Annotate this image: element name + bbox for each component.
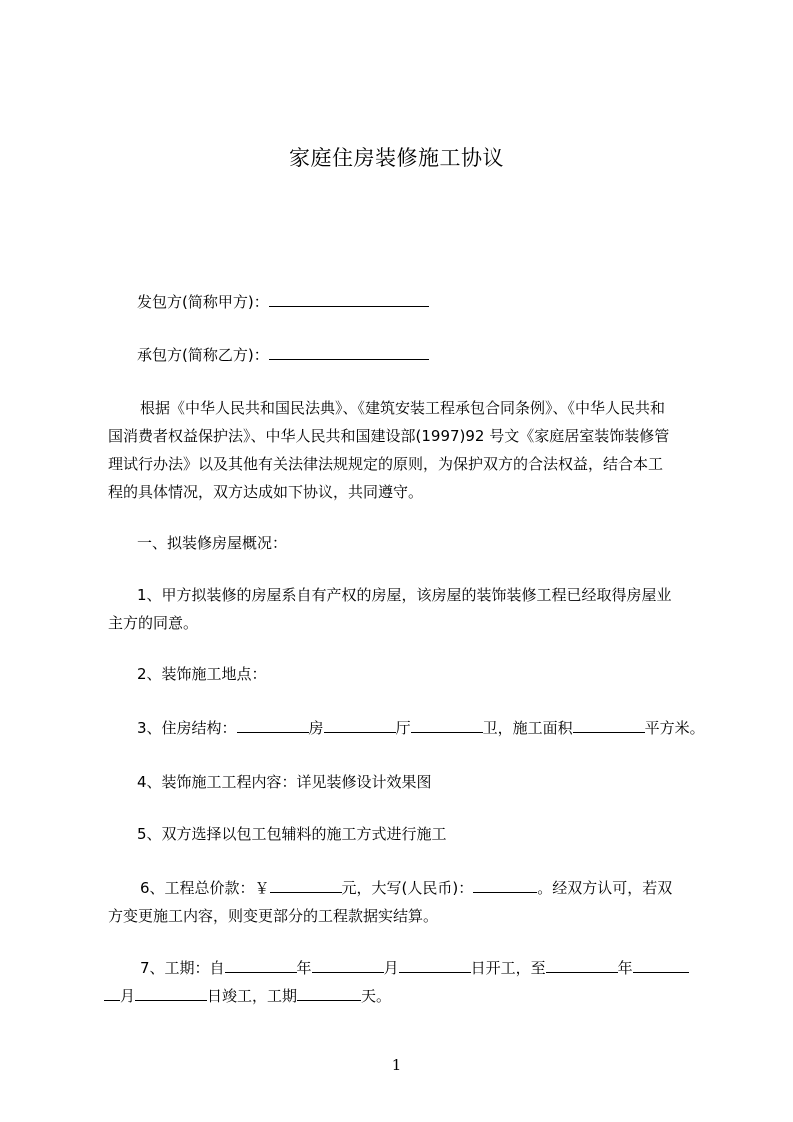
item6-line-1 [140, 878, 672, 898]
item2-line: 2、装饰施工地点： [137, 665, 267, 683]
party-b-label: 承包方(简称乙方)： [137, 346, 269, 364]
price-words-blank [473, 878, 537, 893]
party-a-blank [269, 292, 429, 307]
end-month-blank-end [104, 986, 120, 1001]
item7-year: 年 [296, 959, 312, 977]
item1-line-2: 主方的同意。 [108, 614, 199, 632]
item3-prefix: 3、住房结构： [137, 719, 237, 737]
party-a-line [137, 292, 429, 312]
start-month-blank [312, 958, 384, 973]
item3-bath: 卫，施工面积 [482, 719, 573, 737]
page-number: 1 [391, 1056, 402, 1074]
item7-month: 月 [383, 959, 399, 977]
item7-month2: 月 [120, 987, 136, 1005]
item6-suffix: 。经双方认可，若双 [537, 879, 673, 897]
item5-line: 5、双方选择以包工包辅料的施工方式进行施工 [137, 825, 447, 843]
item7-line-1 [140, 958, 689, 978]
price-blank [270, 878, 342, 893]
item6-prefix: 6、工程总价款：￥ [140, 879, 270, 897]
item3-unit: 平方米。 [644, 719, 705, 737]
intro-line-3: 理试行办法》以及其他有关法律法规规定的原则，为保护双方的合法权益，结合本工 [108, 455, 664, 473]
area-blank [573, 718, 645, 733]
room-blank [237, 718, 309, 733]
item1-line-1: 1、甲方拟装修的房屋系自有产权的房屋，该房屋的装饰装修工程已经取得房屋业 [137, 586, 672, 604]
document-title: 家庭住房装修施工协议 [289, 146, 504, 170]
item3-line [137, 718, 705, 738]
party-b-line [137, 345, 429, 365]
start-day-blank [399, 958, 471, 973]
item7-start: 日开工，至 [470, 959, 546, 977]
hall-blank [324, 718, 396, 733]
item7-line-2 [104, 986, 391, 1006]
item6-mid: 元，大写(人民币)： [341, 879, 474, 897]
party-b-blank [269, 345, 429, 360]
intro-line-4: 程的具体情况，双方达成如下协议，共同遵守。 [108, 483, 424, 501]
party-a-label: 发包方(简称甲方)： [137, 293, 269, 311]
end-month-blank-start [633, 958, 689, 973]
item6-line-2: 方变更施工内容，则变更部分的工程款据实结算。 [108, 907, 439, 925]
item7-finish: 日竣工，工期 [207, 987, 298, 1005]
bath-blank [411, 718, 483, 733]
item4-line: 4、装饰施工工程内容：详见装修设计效果图 [137, 773, 432, 791]
end-year-blank [546, 958, 618, 973]
end-day-blank [135, 986, 207, 1001]
item7-prefix: 7、工期：自 [140, 959, 225, 977]
item7-days: 天。 [361, 987, 392, 1005]
start-year-blank [225, 958, 297, 973]
item3-room: 房 [308, 719, 324, 737]
duration-blank [297, 986, 361, 1001]
section1-heading: 一、拟装修房屋概况： [137, 534, 288, 552]
item7-year2: 年 [617, 959, 633, 977]
intro-line-2: 国消费者权益保护法》、中华人民共和国建设部(1997)92 号文《家庭居室装饰装修管 [108, 427, 670, 445]
intro-line-1: 根据《中华人民共和国民法典》、《建筑安装工程承包合同条例》、《中华人民共和 [140, 399, 666, 417]
item3-hall: 厅 [395, 719, 411, 737]
